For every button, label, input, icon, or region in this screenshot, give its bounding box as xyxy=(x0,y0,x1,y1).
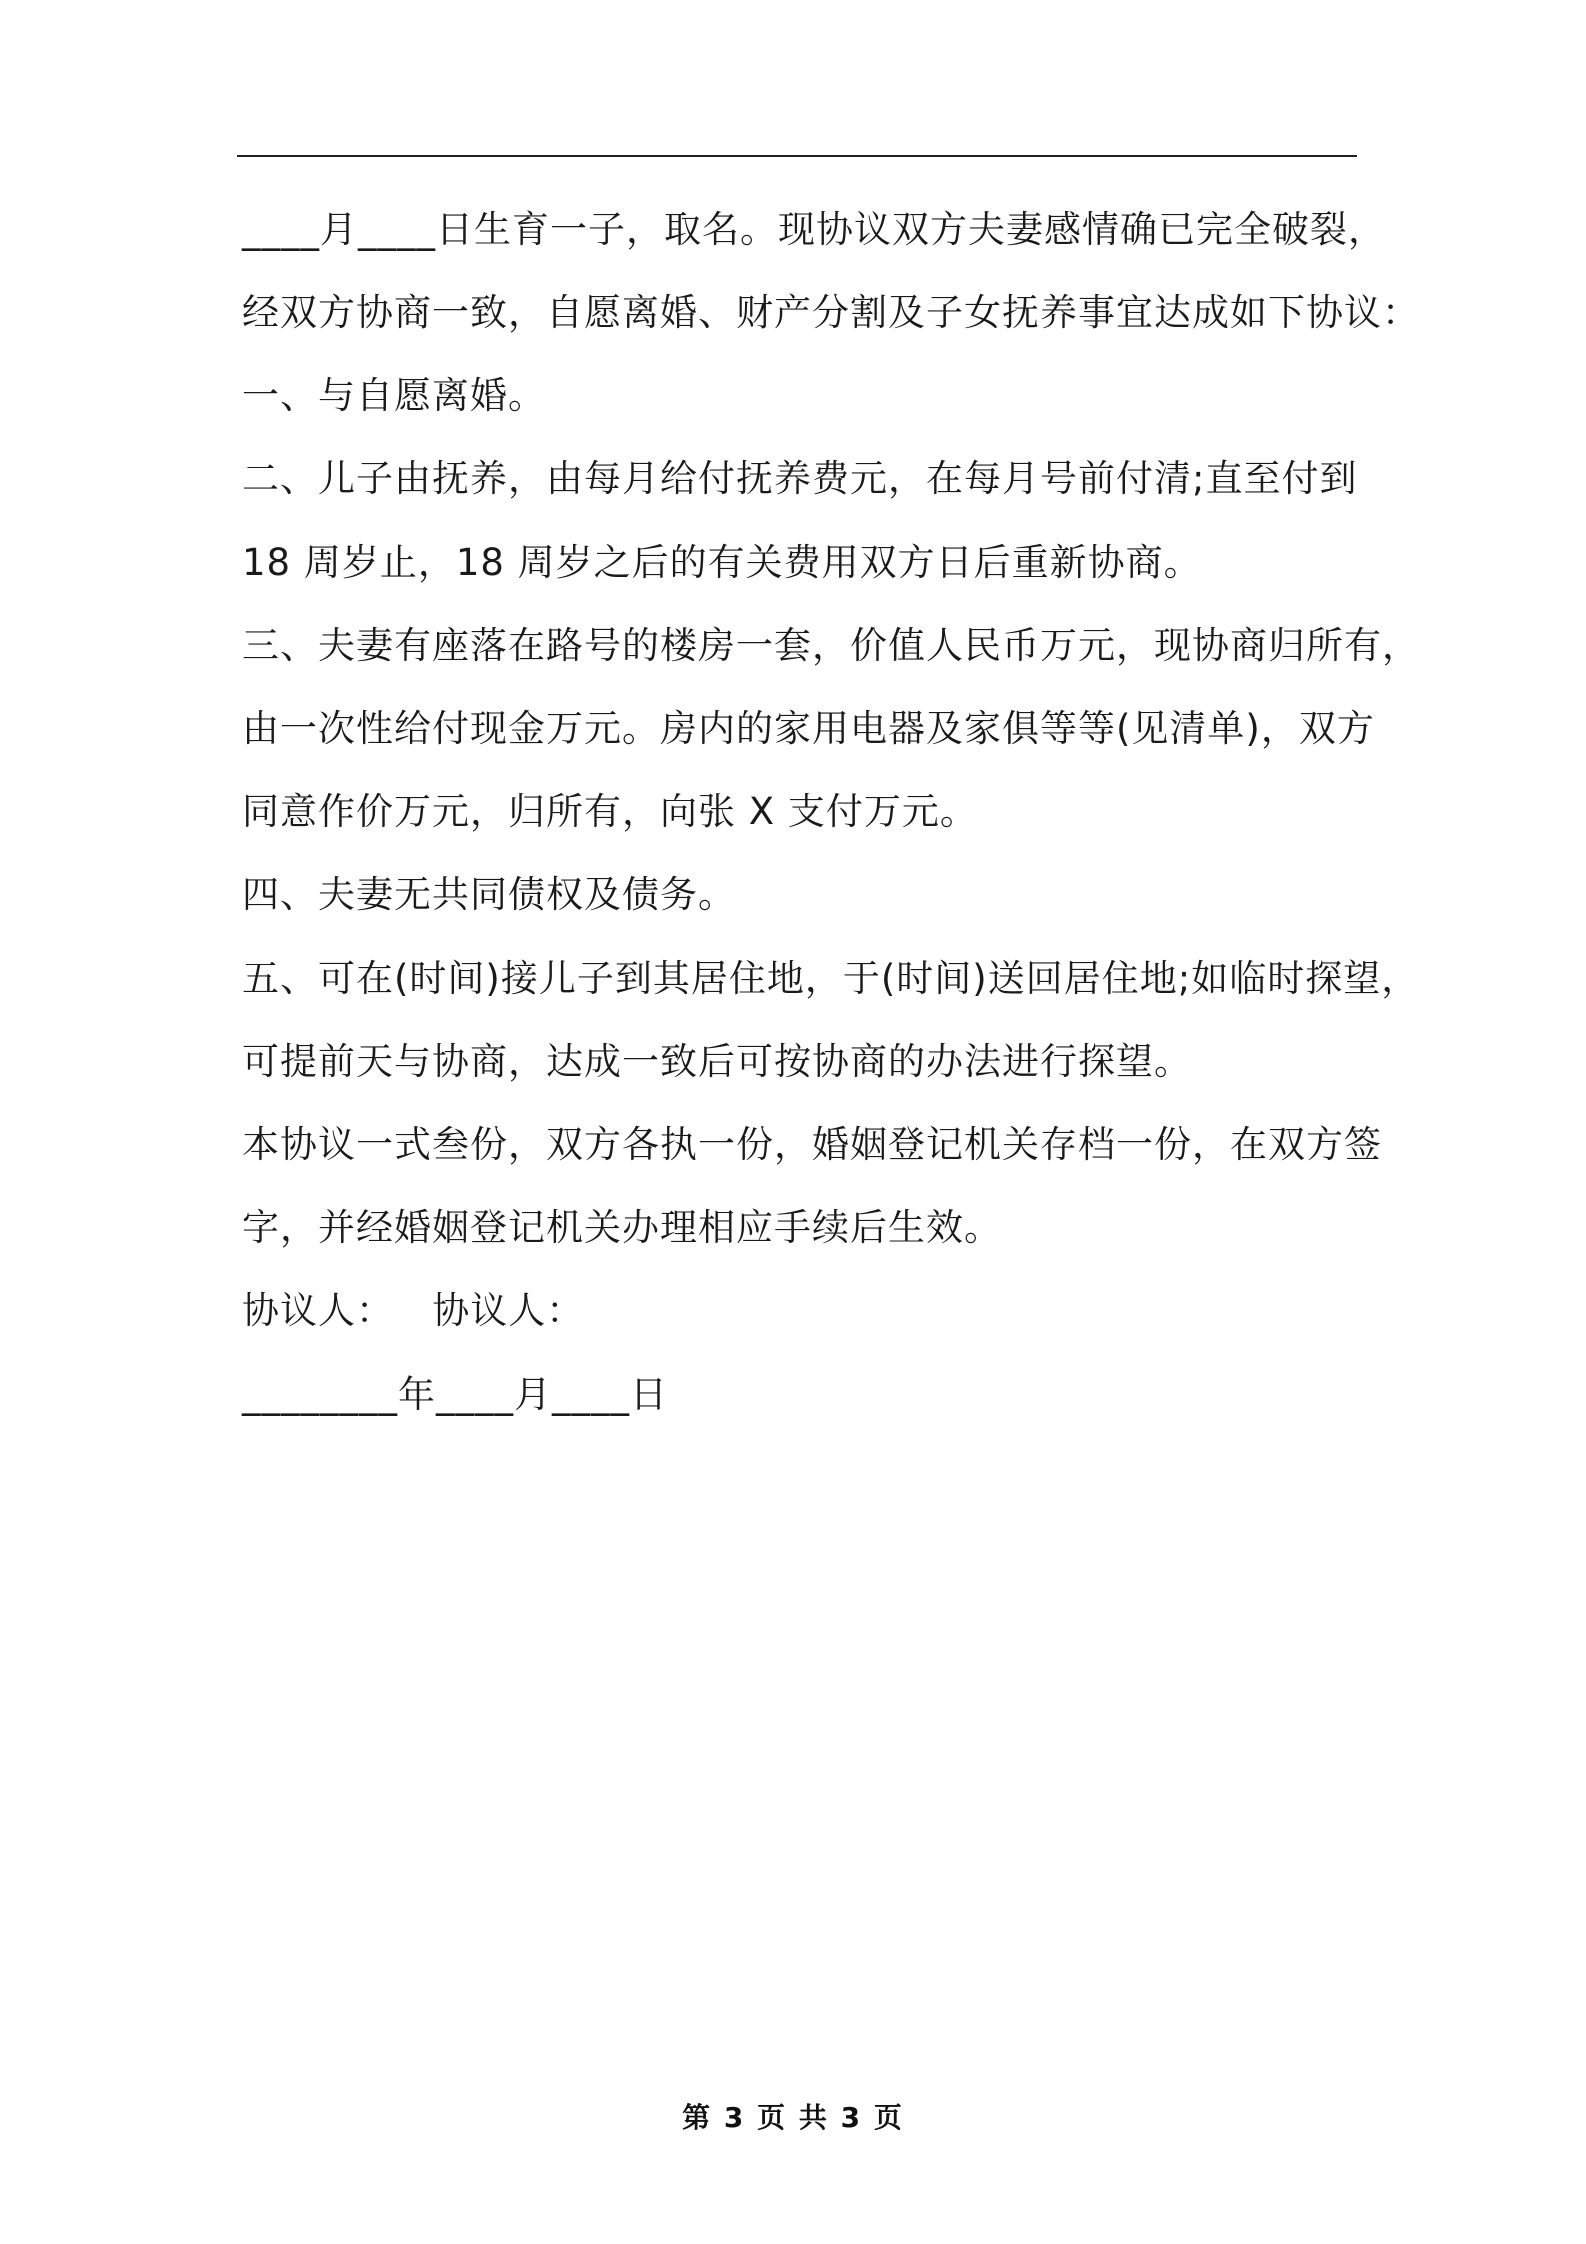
date-line: ________年____月____日 xyxy=(242,1373,668,1416)
text-line: 经双方协商一致，自愿离婚、财产分割及子女抚养事宜达成如下协议： xyxy=(242,291,1420,334)
text-line: 同意作价万元，归所有，向张 X 支付万元。 xyxy=(242,790,978,833)
header-rule xyxy=(237,155,1357,157)
text-line: 一、与自愿离婚。 xyxy=(242,374,546,417)
text-line: 三、夫妻有座落在路号的楼房一套，价值人民币万元，现协商归所有， xyxy=(242,624,1420,667)
text-line: 可提前天与协商，达成一致后可按协商的办法进行探望。 xyxy=(242,1040,1192,1083)
signatory-line: 协议人： 协议人： xyxy=(242,1289,585,1332)
text-line: 本协议一式叁份，双方各执一份，婚姻登记机关存档一份，在双方签 xyxy=(242,1123,1382,1166)
text-line: 二、儿子由抚养，由每月给付抚养费元，在每月号前付清;直至付到 xyxy=(242,457,1358,500)
text-line: 四、夫妻无共同债权及债务。 xyxy=(242,873,736,916)
text-line: 字，并经婚姻登记机关办理相应手续后生效。 xyxy=(242,1206,1002,1249)
text-line: 18 周岁止，18 周岁之后的有关费用双方日后重新协商。 xyxy=(242,541,1202,584)
page-number: 第 3 页 共 3 页 xyxy=(682,2101,904,2134)
text-line: ____月____日生育一子，取名。现协议双方夫妻感情确已完全破裂， xyxy=(242,208,1386,251)
text-line: 五、可在(时间)接儿子到其居住地，于(时间)送回居住地;如临时探望， xyxy=(242,957,1420,1000)
text-line: 由一次性给付现金万元。房内的家用电器及家俱等等(见清单)，双方 xyxy=(242,707,1375,750)
